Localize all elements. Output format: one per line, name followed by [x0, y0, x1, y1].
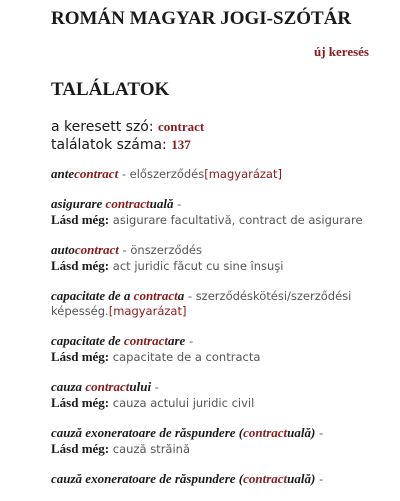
entry-headword: cauză exoneratoare de răspundere (contractuală)	[51, 471, 316, 486]
entry-headword: cauză exoneratoare de răspundere (contractuală)	[51, 425, 316, 440]
searched-word-value: contract	[158, 119, 205, 134]
entry-headword: autocontract	[51, 242, 119, 257]
entry-definition: -	[188, 334, 194, 348]
entry-definition: - szerződéskötési/szerződési képesség.	[51, 289, 352, 318]
results-heading: TALÁLATOK	[51, 79, 170, 100]
explanation-link[interactable]: [magyarázat]	[204, 167, 282, 181]
see-also-label: Lásd még:	[51, 258, 110, 273]
list-item	[51, 425, 371, 457]
see-also-text: cauză străină	[112, 442, 191, 456]
entry-definition: - előszerződés	[121, 167, 205, 181]
query-info	[51, 118, 204, 154]
entry-headword: cauza contractului	[51, 379, 152, 394]
app-title: ROMÁN MAGYAR JOGI-SZÓTÁR	[51, 8, 352, 29]
see-also-label: Lásd még:	[51, 441, 110, 456]
list-item	[51, 333, 371, 365]
list-item	[51, 166, 371, 182]
see-also-label: Lásd még:	[51, 212, 110, 227]
see-also-text: cauza actului juridic civil	[112, 396, 255, 410]
searched-word-label: a keresett szó:	[51, 119, 154, 135]
entry-definition: -	[177, 197, 182, 211]
entry-definition: - önszerződés	[122, 243, 202, 257]
see-also-text: capacitate de a contracta	[112, 350, 261, 364]
result-count-row	[51, 136, 204, 154]
entry-headword: asigurare contractuală	[51, 196, 174, 211]
list-item	[51, 288, 371, 319]
entry-definition: -	[154, 380, 159, 394]
see-also-text: act juridic făcut cu sine însuşi	[112, 259, 284, 273]
entry-headword: antecontract	[51, 166, 119, 181]
see-also-label: Lásd még:	[51, 349, 110, 364]
entry-headword: capacitate de contractare	[51, 333, 186, 348]
see-also-text: asigurare facultativă, contract de asigurare	[112, 213, 363, 227]
list-item	[51, 379, 371, 411]
explanation-link[interactable]: [magyarázat]	[108, 304, 187, 318]
results-list	[51, 166, 371, 501]
new-search-link[interactable]: új keresés	[313, 44, 369, 59]
see-also-label: Lásd még:	[51, 395, 110, 410]
entry-definition: -	[319, 472, 324, 486]
result-count-label: találatok száma:	[51, 137, 167, 153]
list-item	[51, 196, 371, 228]
list-item	[51, 471, 371, 487]
searched-word-row	[51, 118, 204, 136]
entry-definition: -	[319, 426, 324, 440]
entry-headword: capacitate de a contracta	[51, 288, 185, 303]
list-item	[51, 242, 371, 274]
result-count-value: 137	[171, 137, 191, 152]
